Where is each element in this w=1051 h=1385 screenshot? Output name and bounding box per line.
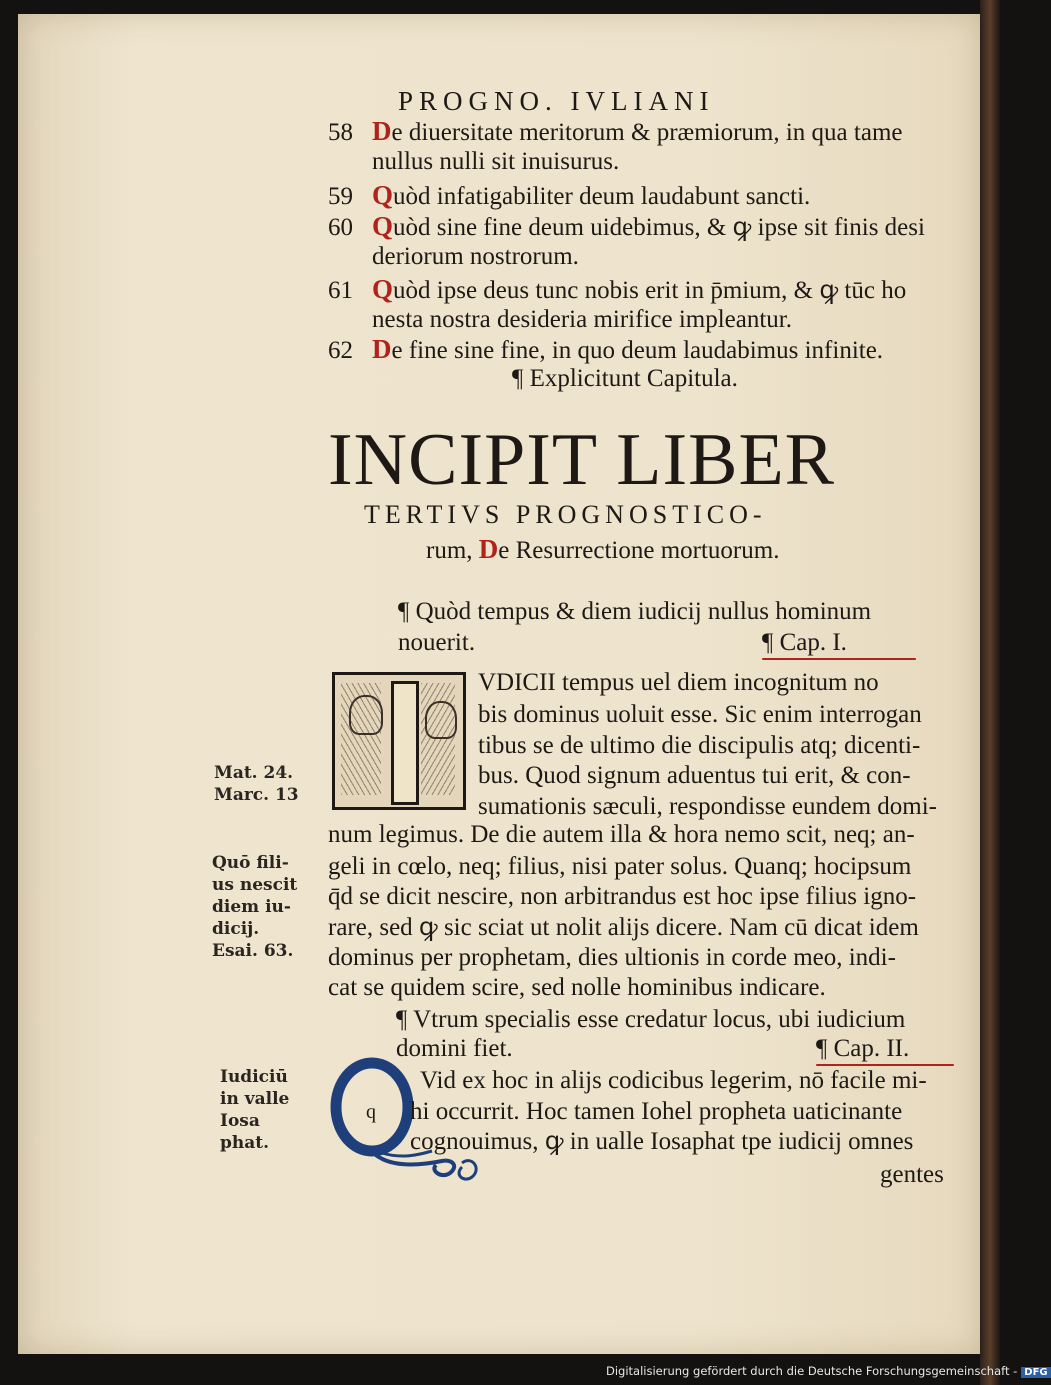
- chapter-text: uòd ipse deus tunc nobis erit in p̄mium, & ꝙ tūc ho: [393, 277, 907, 304]
- body-line: hi occurrit. Hoc tamen Iohel propheta uaticinante: [410, 1098, 903, 1125]
- body-line: q̄d se dicit nescire, non arbitrandus est hoc ipse filius igno-: [328, 883, 917, 910]
- margin-note-line: in valle: [220, 1089, 290, 1109]
- margin-note-line: Quō fili-: [212, 853, 289, 873]
- cap2-heading-1: ¶ Vtrum specialis esse credatur locus, ubi iudicium: [396, 1006, 906, 1033]
- body-line: cognouimus, ꝙ in ualle Iosaphat tpe iudicij omnes: [410, 1128, 914, 1155]
- body-line: Vid ex hoc in alijs codicibus legerim, nō facile mi-: [420, 1067, 927, 1094]
- cap1-label: ¶ Cap. I.: [762, 629, 847, 656]
- chapter-text: e fine sine fine, in quo deum laudabimus infinite.: [391, 337, 884, 364]
- initial-letter-i: [391, 681, 419, 805]
- chapter-text: uòd infatigabiliter deum laudabunt sancti.: [393, 183, 811, 210]
- chapter-number: 59: [328, 183, 353, 210]
- book-spine: [980, 0, 1000, 1385]
- woodcut-hatch-right: [421, 683, 455, 795]
- chapter-text: deriorum nostrorum.: [372, 243, 579, 270]
- cap1-underline: [762, 658, 916, 660]
- margin-note-filius: [212, 852, 297, 962]
- body-line: bis dominus uoluit esse. Sic enim interrogan: [478, 701, 922, 728]
- body-line: sumationis sæculi, respondisse eundem domi-: [478, 793, 937, 820]
- digitization-footer: Digitalisierung gefördert durch die Deutsche Forschungsgemeinschaft - DFG: [606, 1364, 1051, 1378]
- cap2-heading-2: domini fiet.: [396, 1035, 513, 1062]
- chapter-entry-line: [328, 334, 883, 366]
- body-line: VDICII tempus uel diem incognitum no: [478, 669, 879, 696]
- chapter-number: 61: [328, 277, 353, 304]
- body-line: cat se quidem scire, sed nolle hominibus indicare.: [328, 974, 826, 1001]
- chapter-text: e diuersitate meritorum & præmiorum, in qua tame: [391, 119, 903, 146]
- chapter-text: nesta nostra desideria mirifice impleantur.: [372, 306, 792, 333]
- body-line: dominus per prophetam, dies ultionis in corde meo, indi-: [328, 944, 896, 971]
- rubric-initial: D: [478, 534, 499, 564]
- rubric-initial: Q: [372, 274, 394, 304]
- chapter-text: uòd sine fine deum uidebimus, & ꝙ ipse sit finis desi: [393, 214, 925, 241]
- running-title: PROGNO. IVLIANI: [398, 86, 715, 116]
- incipit-subtitle: TERTIVS PROGNOSTICO-: [364, 500, 767, 529]
- rubric-initial: Q: [372, 211, 394, 241]
- chapter-number: 62: [328, 337, 353, 364]
- cherub-figure-right: [425, 701, 457, 739]
- cap1-heading-1: ¶ Quòd tempus & diem iudicij nullus hominum: [398, 598, 872, 625]
- chapter-number: 58: [328, 119, 353, 146]
- margin-note-line: Esai. 63.: [212, 941, 294, 961]
- margin-note-matthew: [214, 762, 299, 806]
- chapter-entry-line: [328, 180, 810, 212]
- incipit-title: INCIPIT LIBER: [328, 419, 836, 501]
- catchword: gentes: [880, 1161, 944, 1188]
- cap2-label: ¶ Cap. II.: [816, 1035, 910, 1062]
- guide-letter: q: [366, 1101, 376, 1123]
- chapter-entry-line: [328, 274, 906, 306]
- margin-note-line: dicij.: [212, 919, 260, 939]
- chapter-entry-line: [372, 242, 579, 272]
- body-line: geli in cœlo, neq; filius, nisi pater solus. Quanq; hocipsum: [328, 853, 912, 880]
- margin-note-line: Iosa: [220, 1111, 260, 1131]
- chapter-entry-line: [328, 211, 925, 243]
- body-line: num legimus. De die autem illa & hora nemo scit, neq; an-: [328, 821, 915, 848]
- margin-note-line: Iudiciū: [220, 1067, 288, 1087]
- chapter-entry-line: [372, 305, 792, 335]
- rubric-initial: D: [372, 116, 392, 146]
- woodcut-initial-i: [332, 672, 466, 810]
- rubric-initial: D: [372, 334, 392, 364]
- body-line: rare, sed ꝙ sic sciat ut nolit alijs dicere. Nam cū dicat idem: [328, 914, 919, 941]
- chapter-number: 60: [328, 214, 353, 241]
- chapter-text: nullus nulli sit inuisurus.: [372, 148, 620, 175]
- chapter-entry-line: [328, 116, 903, 148]
- margin-note-line: us nescit: [212, 875, 298, 895]
- body-line: bus. Quod signum aduentus tui erit, & con-: [478, 762, 911, 789]
- margin-note-line: phat.: [220, 1133, 270, 1153]
- rubric-initial: Q: [372, 180, 394, 210]
- explicit-line: ¶ Explicitunt Capitula.: [512, 365, 738, 392]
- incipit-subtitle-2: rum, De Resurrectione mortuorum.: [426, 534, 780, 564]
- cap1-heading-2: nouerit.: [398, 629, 476, 656]
- body-line: tibus se de ultimo die discipulis atq; dicenti-: [478, 732, 921, 759]
- margin-note-line: Marc. 13: [214, 785, 299, 805]
- margin-note-line: Mat. 24.: [214, 763, 294, 783]
- chapter-entry-line: [372, 147, 619, 177]
- cherub-figure-left: [349, 695, 383, 735]
- margin-note-iosaphat: [220, 1066, 289, 1154]
- margin-note-line: diem iu-: [212, 897, 291, 917]
- dfg-logo: DFG: [1021, 1367, 1050, 1378]
